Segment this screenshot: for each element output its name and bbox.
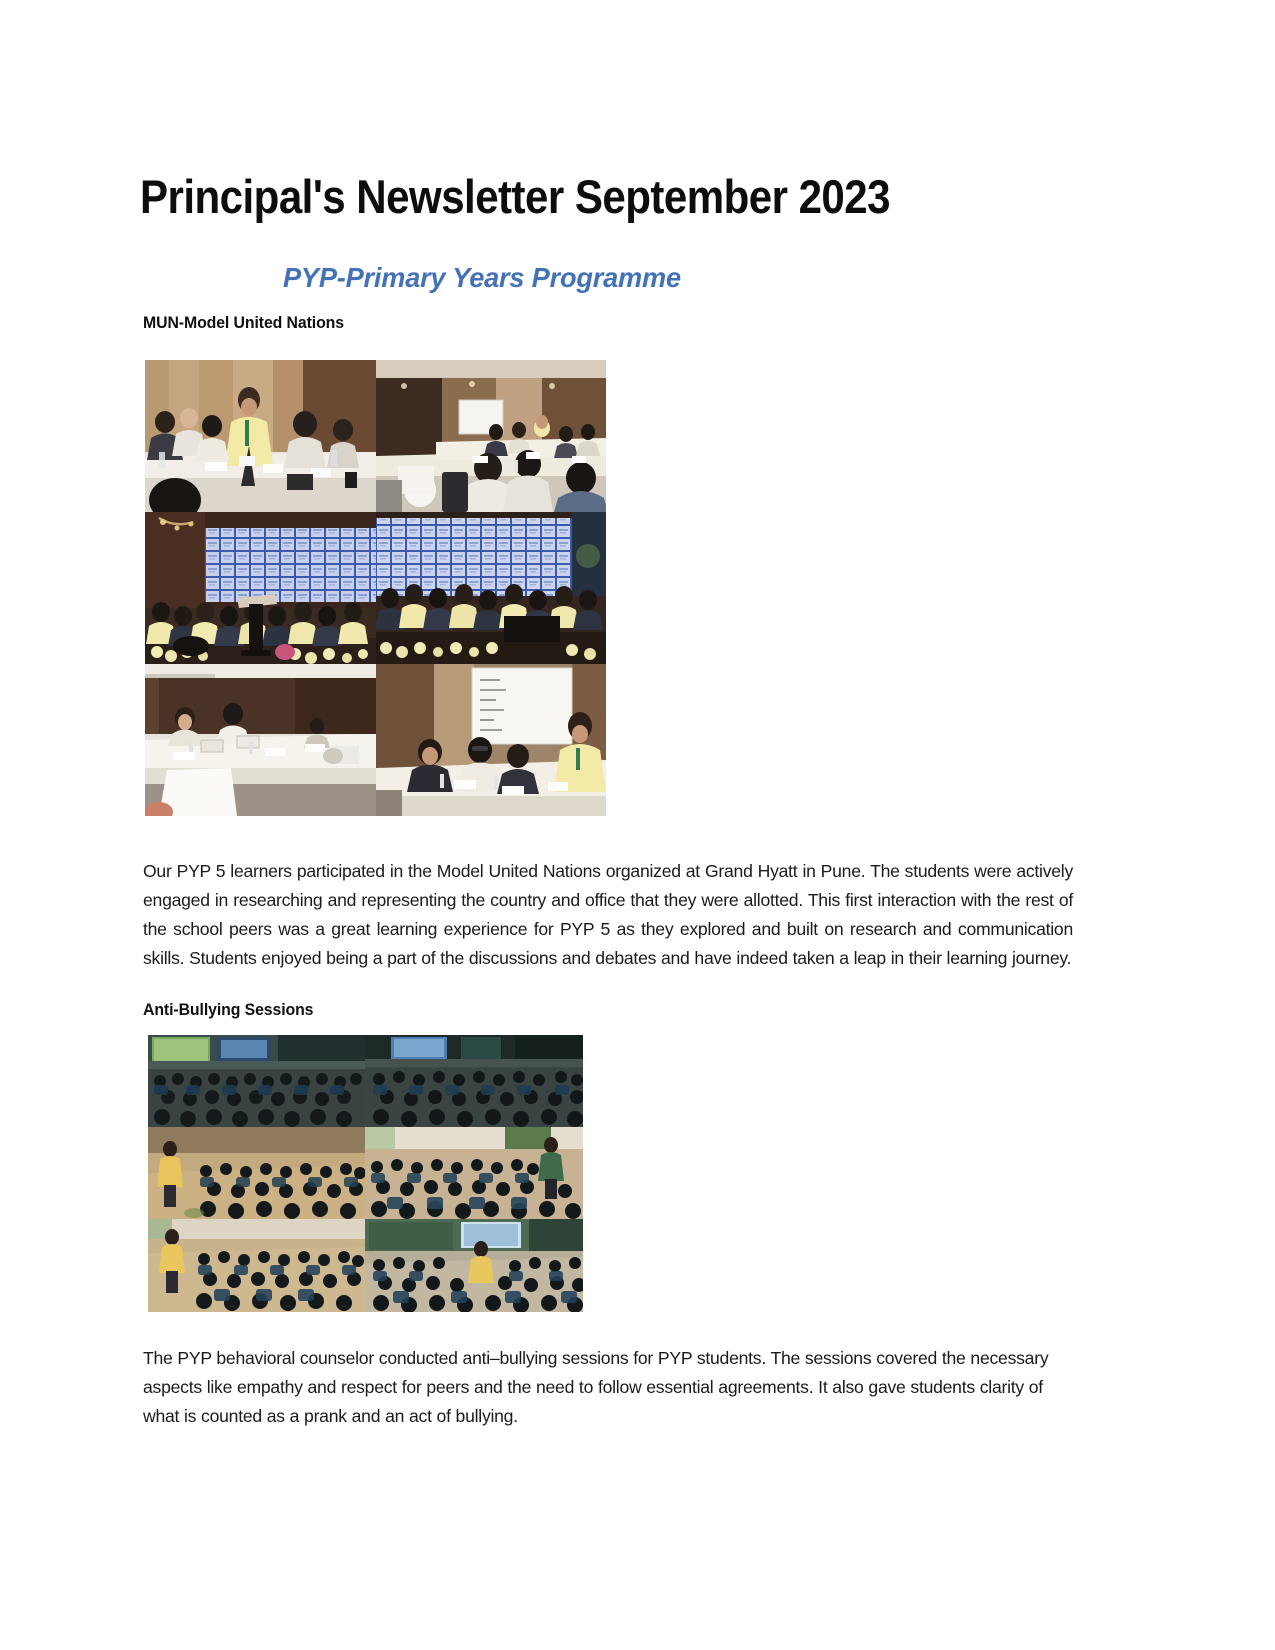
mun-photo-5 <box>145 664 376 816</box>
anti-bullying-photo-6 <box>365 1219 583 1312</box>
page-title: Principal's Newsletter September 2023 <box>140 170 890 224</box>
mun-photo-2 <box>376 360 606 512</box>
section-heading-anti-bullying: Anti-Bullying Sessions <box>143 1001 314 1019</box>
mun-photo-6 <box>376 664 606 816</box>
anti-bullying-photo-4 <box>365 1127 583 1219</box>
mun-photo-collage <box>145 360 606 816</box>
section-heading-mun: MUN-Model United Nations <box>143 314 344 332</box>
mun-photo-1 <box>145 360 376 512</box>
anti-bullying-photo-collage <box>148 1035 583 1312</box>
mun-paragraph: Our PYP 5 learners participated in the Model United Nations organized at Grand Hyatt in Pune. The students were actively engaged in researching and representing the country and office that they were allotted. This first interaction with the rest of the school peers was a great learning experience for PYP 5 as they explored and built on research and communication skills. Students enjoyed being a part of the discussions and debates and have indeed taken a leap in their learning journey. <box>143 860 1073 969</box>
anti-bullying-photo-2 <box>365 1035 583 1127</box>
anti-bullying-photo-5 <box>148 1219 365 1312</box>
anti-bullying-photo-1 <box>148 1035 365 1127</box>
programme-subtitle: PYP-Primary Years Programme <box>283 262 681 293</box>
anti-bullying-paragraph: The PYP behavioral counselor conducted anti–bullying sessions for PYP students. The sessions covered the necessary aspects like empathy and respect for peers and the need to follow essential agreements. It also gave students clarity of what is counted as a prank and an act of bullying. <box>143 1347 1049 1426</box>
mun-photo-4 <box>376 512 606 664</box>
anti-bullying-photo-3 <box>148 1127 365 1219</box>
mun-photo-3 <box>145 512 376 664</box>
